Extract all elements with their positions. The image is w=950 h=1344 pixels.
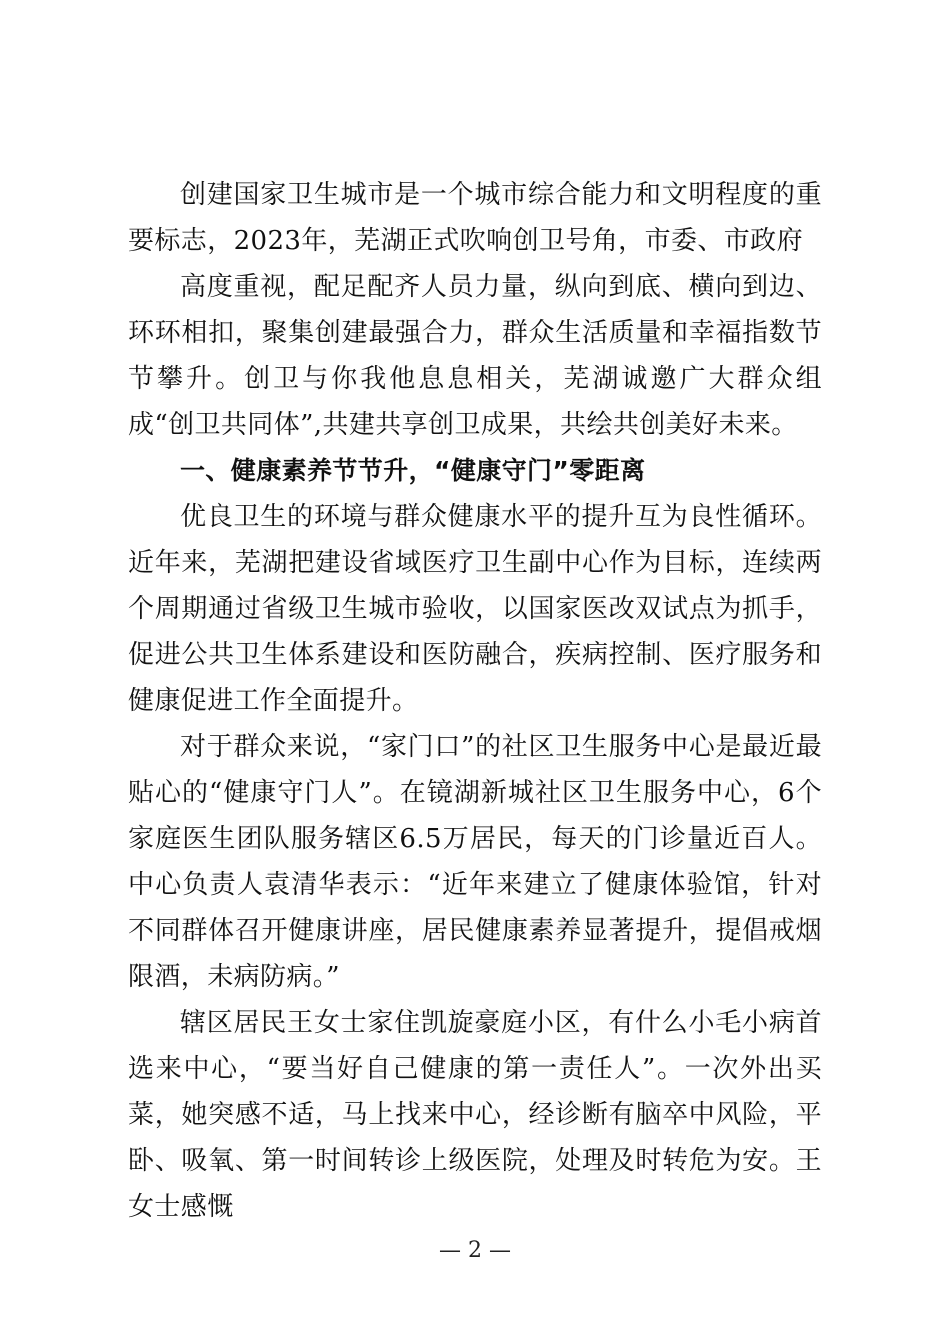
document-body	[128, 172, 822, 1230]
paragraph-community-center: 对于群众来说，“家门口”的社区卫生服务中心是最近最贴心的“健康守门人”。在镜湖新城社区卫生服务中心，6个家庭医生团队服务辖区6.5万居民，每天的门诊量近百人。中心负责人袁清华表示：“近年来建立了健康体验馆，针对不同群体召开健康讲座，居民健康素养显著提升，提倡戒烟限酒，未病防病。”	[128, 732, 822, 992]
page-number: — 2 —	[439, 1238, 511, 1263]
section-heading-1: 一、健康素养节节升，“健康守门”零距离	[180, 456, 646, 485]
paragraph-intro-2: 高度重视，配足配齐人员力量，纵向到底、横向到边、环环相扣，聚集创建最强合力，群众生活质量和幸福指数节节攀升。创卫与你我他息息相关，芜湖诚邀广大群众组成“创卫共同体”,共建共享创卫成果，共绘共创美好未来。	[128, 272, 822, 440]
paragraph-resident-story: 辖区居民王女士家住凯旋豪庭小区，有什么小毛小病首选来中心，“要当好自己健康的第一责任人”。一次外出买菜，她突感不适，马上找来中心，经诊断有脑卒中风险，平卧、吸氧、第一时间转诊上级医院，处理及时转危为安。王女士感慨	[128, 1008, 822, 1222]
paragraph-intro-1: 创建国家卫生城市是一个城市综合能力和文明程度的重要标志，2023年，芜湖正式吹响创卫号角，市委、市政府	[128, 180, 822, 256]
paragraph-health-environment: 优良卫生的环境与群众健康水平的提升互为良性循环。近年来，芜湖把建设省域医疗卫生副中心作为目标，连续两个周期通过省级卫生城市验收，以国家医改双试点为抓手，促进公共卫生体系建设和医防融合，疾病控制、医疗服务和健康促进工作全面提升。	[128, 502, 822, 716]
